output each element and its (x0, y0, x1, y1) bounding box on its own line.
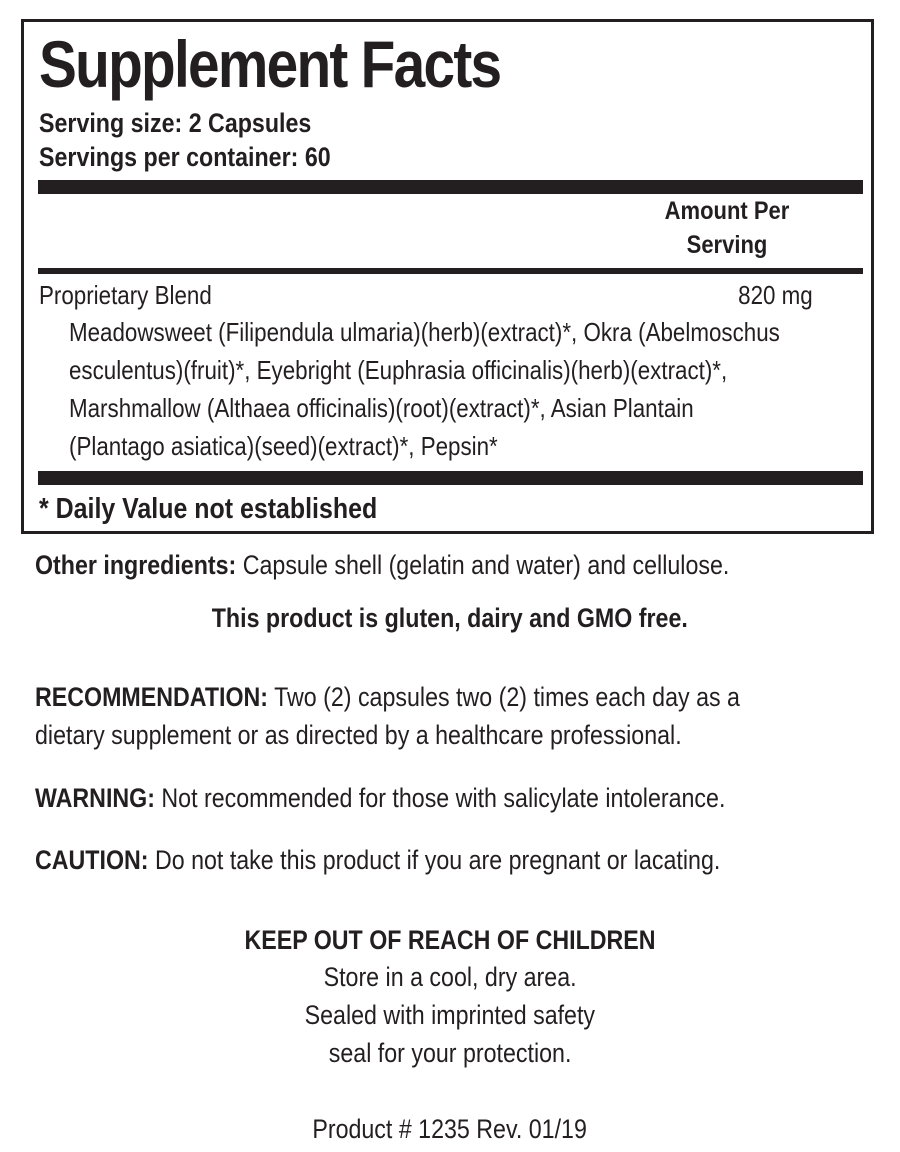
storage-line3-text: seal for your protection. (328, 1038, 572, 1068)
storage-heading (0, 921, 900, 959)
recommendation (35, 678, 740, 716)
daily-value-note: * Daily Value not established (39, 493, 378, 525)
recommendation-label: RECOMMENDATION: (35, 682, 269, 712)
product-number-text: Product # 1235 Rev. 01/19 (312, 1114, 588, 1144)
other-ingredients-label: Other ingredients: (35, 550, 237, 580)
storage-line2-text: Sealed with imprinted safety (304, 1000, 596, 1030)
warning-text: Not recommended for those with salicylate intolerance. (154, 783, 726, 813)
amount-header-line2: Serving (686, 231, 768, 259)
recommendation-text-line1: Two (2) capsules two (2) times each day as a (268, 682, 740, 712)
blend-ingredient-line: Marshmallow (Althaea officinalis)(root)(extract)*, Asian Plantain (69, 393, 694, 423)
free-statement-text: This product is gluten, dairy and GMO free. (211, 603, 689, 633)
product-number (0, 1110, 900, 1148)
blend-ingredient-line: Meadowsweet (Filipendula ulmaria)(herb)(extract)*, Okra (Abelmoschus (69, 317, 780, 347)
amount-header-line1: Amount Per (664, 197, 790, 225)
storage-line1-text: Store in a cool, dry area. (323, 962, 577, 992)
divider-medium (38, 268, 863, 274)
other-ingredients (35, 546, 729, 584)
free-statement (0, 599, 900, 637)
storage-heading-text: KEEP OUT OF REACH OF CHILDREN (244, 925, 656, 955)
warning (35, 779, 725, 817)
blend-name: Proprietary Blend (39, 280, 212, 310)
panel-title: Supplement Facts (39, 27, 501, 101)
divider-thick-bottom (38, 471, 863, 485)
divider-thick-top (38, 180, 863, 194)
blend-ingredient-line: esculentus)(fruit)*, Eyebright (Euphrasia officinalis)(herb)(extract)*, (69, 355, 728, 385)
servings-per-container: Servings per container: 60 (39, 142, 331, 172)
blend-amount: 820 mg (738, 280, 813, 310)
blend-ingredient-line: (Plantago asiatica)(seed)(extract)*, Pepsin* (69, 431, 498, 461)
other-ingredients-text: Capsule shell (gelatin and water) and cellulose. (236, 550, 730, 580)
supplement-facts-panel (21, 19, 874, 534)
recommendation-text-line2: dietary supplement or as directed by a healthcare professional. (35, 720, 682, 750)
storage-line2 (0, 996, 900, 1034)
serving-size: Serving size: 2 Capsules (39, 108, 312, 138)
warning-label: WARNING: (35, 783, 155, 813)
caution-text: Do not take this product if you are pregnant or lacating. (148, 845, 721, 875)
amount-per-serving-header (639, 194, 815, 262)
caution (35, 841, 720, 879)
storage-line3 (0, 1034, 900, 1072)
storage-line1 (0, 958, 900, 996)
caution-label: CAUTION: (35, 845, 149, 875)
